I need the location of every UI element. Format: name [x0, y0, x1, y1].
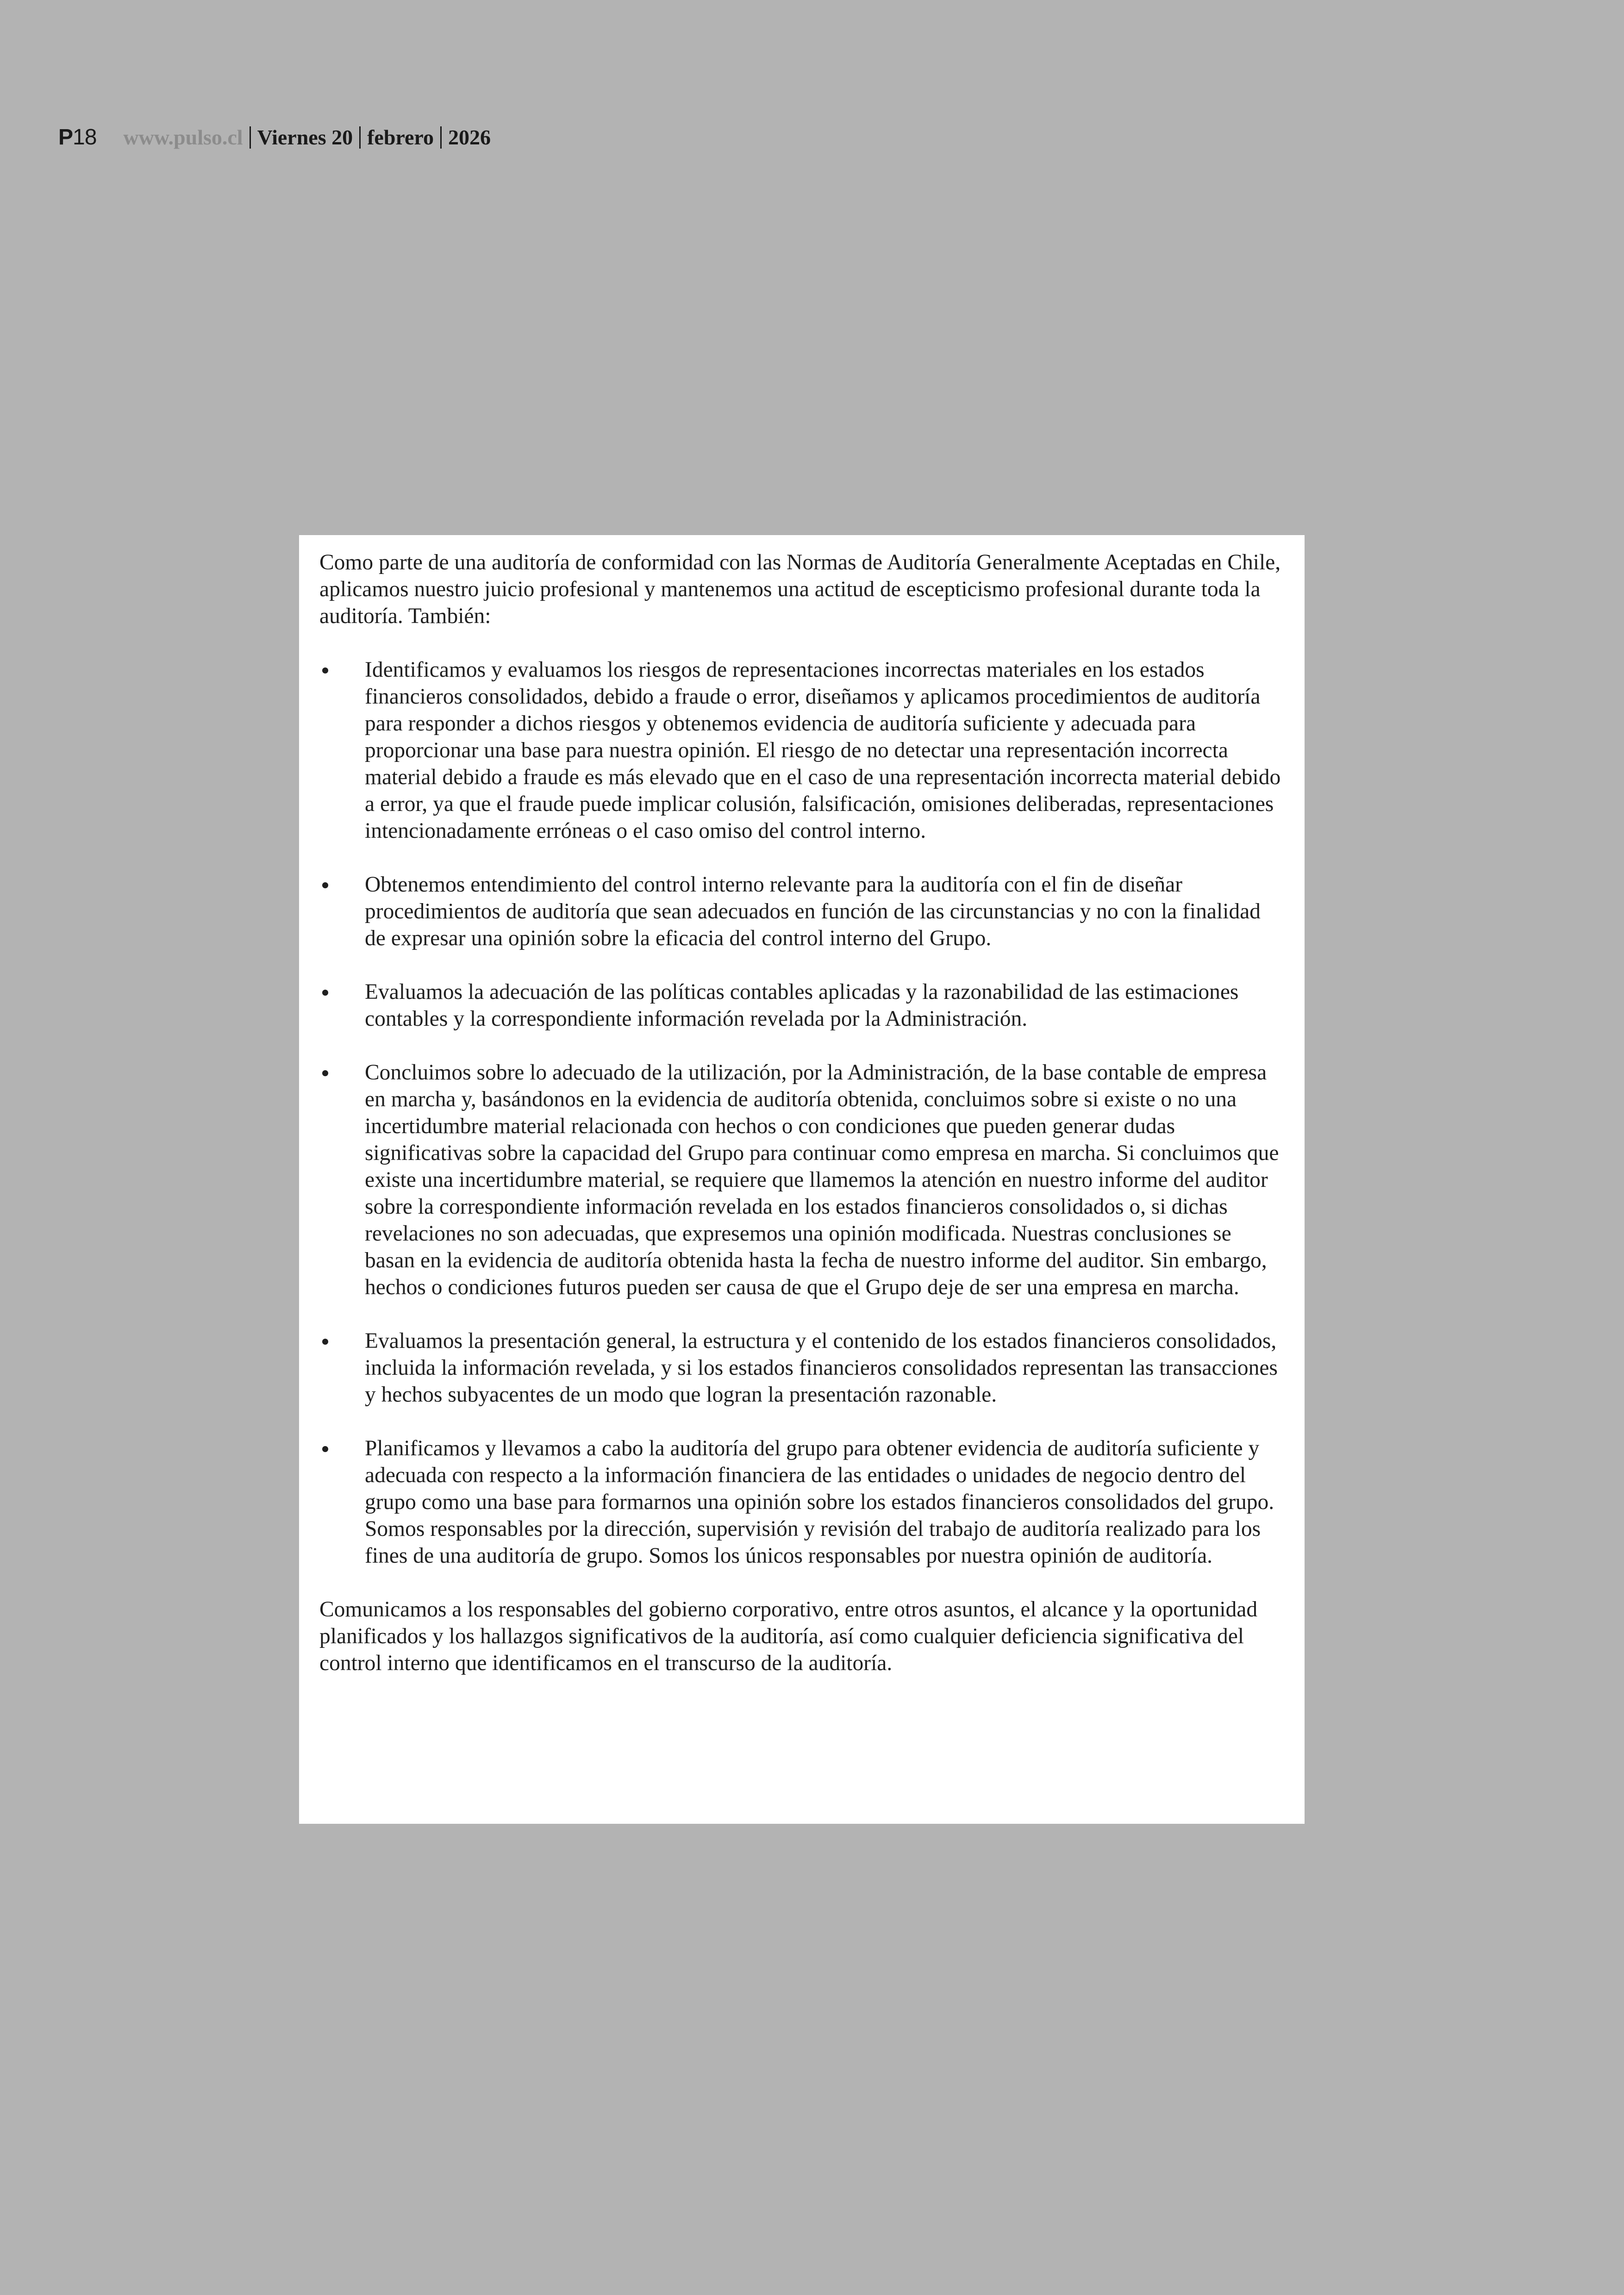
list-item-text: Concluimos sobre lo adecuado de la utilización, por la Administración, de la base contable de empresa en marcha y, basándonos en la evidencia de auditoría obtenida, concluimos sobre si existe o no una incertidumbre material relacionada con hechos o con condiciones que pueden generar dudas significativas sobre la capacidad del Grupo para continuar como empresa en marcha. Si concluimos que existe una incertidumbre material, se requiere que llamemos la atención en nuestro informe del auditor sobre la correspondiente información revelada en los estados financieros consolidados o, si dichas revelaciones no son adecuadas, que expresemos una opinión modificada. Nuestras conclusiones se basan en la evidencia de auditoría obtenida hasta la fecha de nuestro informe del auditor. Sin embargo, hechos o condiciones futuros pueden ser causa de que el Grupo deje de ser una empresa en marcha.: [365, 1060, 1279, 1299]
list-item: [319, 871, 1286, 952]
header-divider: [250, 126, 251, 149]
bullet-icon: [322, 1446, 328, 1452]
list-item-text: Evaluamos la adecuación de las políticas contables aplicadas y la razonabilidad de las estimaciones contables y la correspondiente información revelada por la Administración.: [365, 980, 1239, 1031]
list-item: [319, 1059, 1286, 1301]
list-item: [319, 1435, 1286, 1569]
header-weekday: Viernes 20: [257, 125, 353, 149]
list-item: [319, 1328, 1286, 1408]
audit-document: [299, 535, 1305, 1824]
bullet-icon: [322, 1339, 328, 1345]
page-number-prefix: P: [58, 125, 73, 150]
page-number: [58, 126, 96, 149]
page-number-value: 18: [73, 125, 97, 150]
header-divider: [359, 126, 361, 149]
bullet-icon: [322, 1070, 328, 1076]
bullet-list: [319, 656, 1286, 1569]
header-divider: [440, 126, 442, 149]
list-item-text: Planificamos y llevamos a cabo la auditoría del grupo para obtener evidencia de auditoría suficiente y adecuada con respecto a la información financiera de las entidades o unidades de negocio dentro del grupo como una base para formarnos una opinión sobre los estados financieros consolidados del grupo. Somos responsables por la dirección, supervisión y revisión del trabajo de auditoría realizado para los fines de una auditoría de grupo. Somos los únicos responsables por nuestra opinión de auditoría.: [365, 1436, 1274, 1568]
intro-paragraph: Como parte de una auditoría de conformidad con las Normas de Auditoría Generalmente Aceptadas en Chile, aplicamos nuestro juicio profesional y mantenemos una actitud de escepticismo profesional durante toda la auditoría. También:: [319, 550, 1281, 628]
list-item-text: Evaluamos la presentación general, la estructura y el contenido de los estados financieros consolidados, incluida la información revelada, y si los estados financieros consolidados representan las transacciones y hechos subyacentes de un modo que logran la presentación razonable.: [365, 1329, 1278, 1407]
bullet-icon: [322, 667, 328, 674]
list-item: [319, 979, 1286, 1032]
header-year: 2026: [448, 125, 491, 149]
closing-paragraph: Comunicamos a los responsables del gobierno corporativo, entre otros asuntos, el alcance y la oportunidad planificados y los hallazgos significativos de la auditoría, así como cualquier deficiencia significativa del control interno que identificamos en el transcurso de la auditoría.: [319, 1597, 1258, 1675]
list-item: [319, 656, 1286, 844]
bullet-icon: [322, 990, 328, 996]
header-month: febrero: [367, 125, 434, 149]
website-link[interactable]: www.pulso.cl: [123, 125, 243, 149]
list-item-text: Identificamos y evaluamos los riesgos de representaciones incorrectas materiales en los estados financieros consolidados, debido a fraude o error, diseñamos y aplicamos procedimientos de auditoría para responder a dichos riesgos y obtenemos evidencia de auditoría suficiente y adecuada para proporcionar una base para nuestra opinión. El riesgo de no detectar una representación incorrecta material debido a fraude es más elevado que en el caso de una representación incorrecta material debido a error, ya que el fraude puede implicar colusión, falsificación, omisiones deliberadas, representaciones intencionadamente erróneas o el caso omiso del control interno.: [365, 658, 1281, 843]
page-header: [58, 121, 491, 154]
list-item-text: Obtenemos entendimiento del control interno relevante para la auditoría con el fin de diseñar procedimientos de auditoría que sean adecuados en función de las circunstancias y no con la finalidad de expresar una opinión sobre la eficacia del control interno del Grupo.: [365, 873, 1261, 950]
bullet-icon: [322, 882, 328, 888]
